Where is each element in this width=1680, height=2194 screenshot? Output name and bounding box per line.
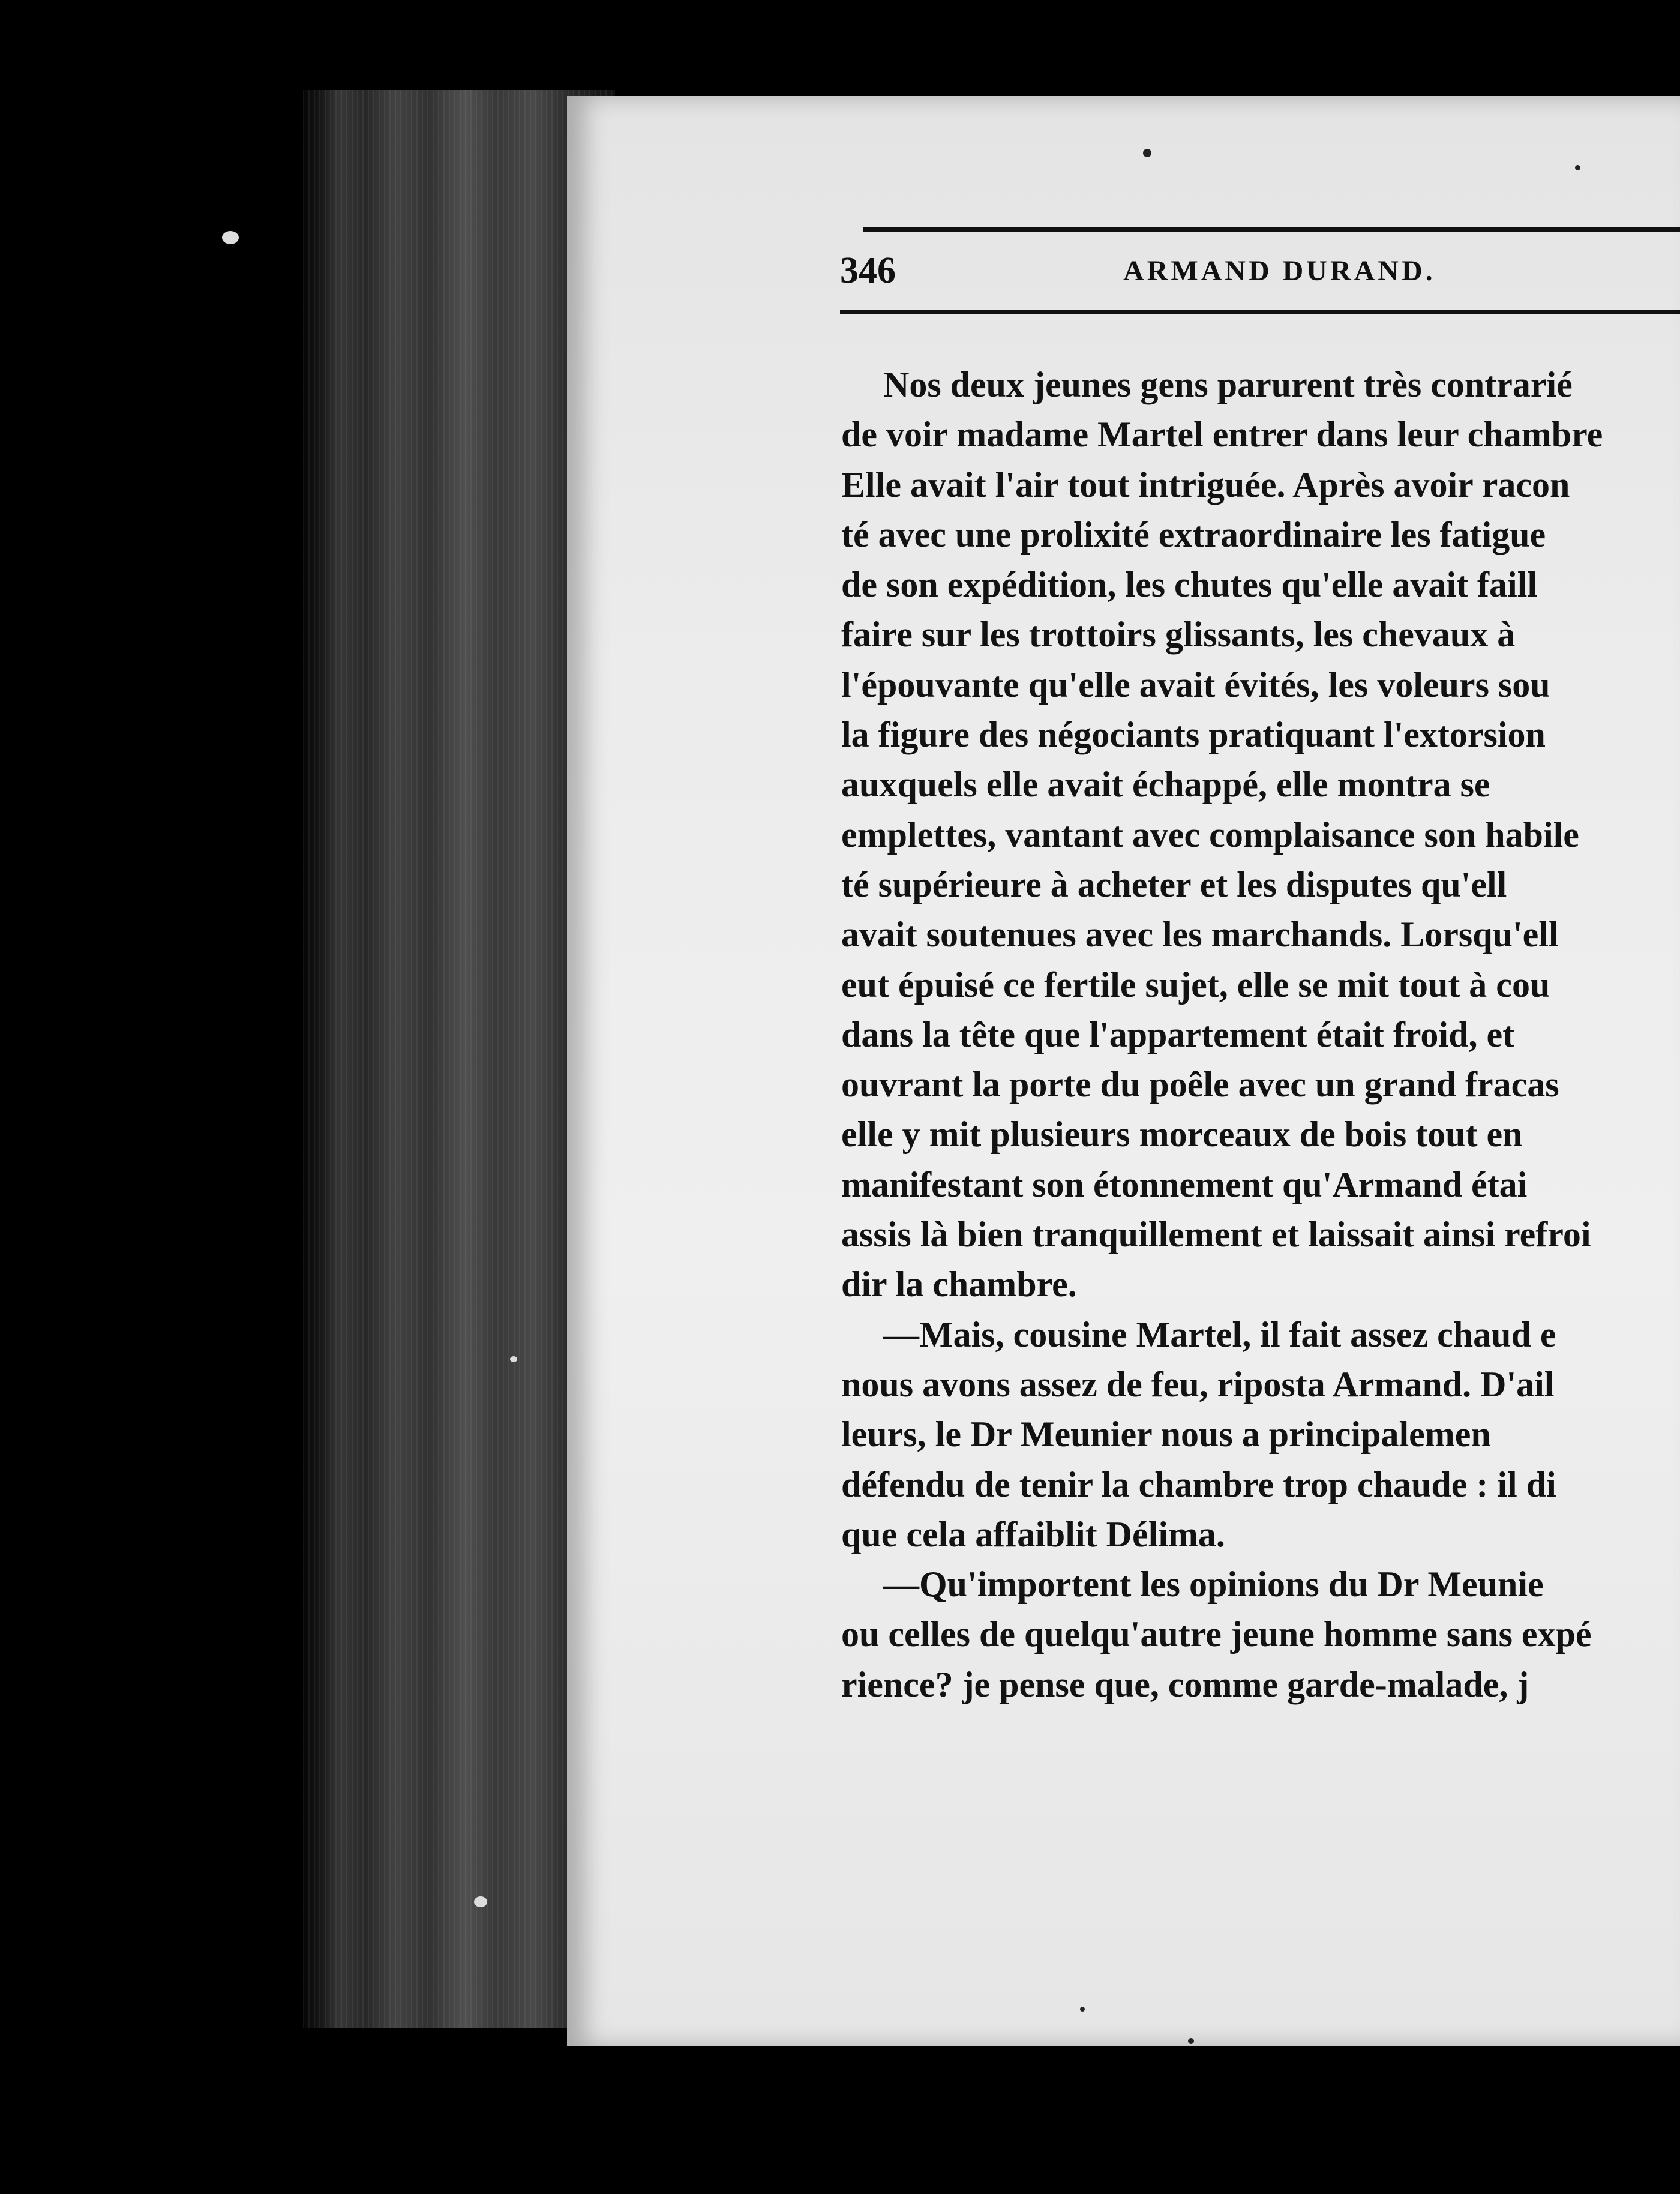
text-line: rience? je pense que, comme garde-malade, j: [841, 1664, 1529, 1704]
text-line: nous avons assez de feu, riposta Armand. D'ail: [841, 1364, 1555, 1404]
text-line: défendu de tenir la chambre trop chaude : il di: [841, 1464, 1556, 1504]
text-line: de son expédition, les chutes qu'elle avait faill: [841, 565, 1538, 605]
text-line: dans la tête que l'appartement était froid, et: [841, 1014, 1515, 1054]
text-line: emplettes, vantant avec complaisance son habile: [841, 814, 1579, 855]
text-line: faire sur les trottoirs glissants, les chevaux à: [841, 615, 1516, 655]
text-line: eut épuisé ce fertile sujet, elle se mit tout à cou: [841, 964, 1550, 1005]
text-line: avait soutenues avec les marchands. Lorsqu'ell: [841, 915, 1559, 955]
ink-speck: [1143, 149, 1151, 157]
dust-speck: [510, 1356, 517, 1362]
text-line: elle y mit plusieurs morceaux de bois tout en: [841, 1114, 1523, 1155]
text-line: té avec une prolixité extraordinaire les fatigue: [841, 514, 1546, 555]
text-line: que cela affaiblit Délima.: [841, 1514, 1225, 1554]
text-line: —Qu'importent les opinions du Dr Meunie: [883, 1564, 1544, 1605]
text-line: Nos deux jeunes gens parurent très contrarié: [883, 365, 1573, 404]
text-line: leurs, le Dr Meunier nous a principalemen: [841, 1414, 1491, 1455]
header-rule-bottom: [840, 310, 1680, 314]
text-line: Elle avait l'air tout intriguée. Après avoir racon: [841, 464, 1570, 505]
text-line: l'épouvante qu'elle avait évités, les voleurs sou: [841, 664, 1550, 705]
text-line: ouvrant la porte du poêle avec un grand fracas: [841, 1065, 1559, 1105]
ink-speck: [1575, 165, 1580, 170]
ink-speck: [1188, 2038, 1194, 2044]
text-line: manifestant son étonnement qu'Armand étai: [841, 1164, 1528, 1204]
dust-speck: [474, 1896, 487, 1907]
body-text: [841, 360, 1680, 1710]
text-line: —Mais, cousine Martel, il fait assez chaud e: [883, 1314, 1556, 1354]
text-line: té supérieure à acheter et les disputes qu'ell: [841, 864, 1507, 904]
running-head: ARMAND DURAND.: [1123, 255, 1436, 287]
header-rule-top: [863, 227, 1680, 232]
text-line: assis là bien tranquillement et laissait ainsi refroi: [841, 1215, 1591, 1255]
ink-speck: [1080, 2007, 1085, 2012]
text-line: dir la chambre.: [841, 1264, 1077, 1305]
text-line: ou celles de quelqu'autre jeune homme sans expé: [841, 1614, 1592, 1655]
text-line: de voir madame Martel entrer dans leur chambre: [841, 415, 1603, 455]
text-line: auxquels elle avait échappé, elle montra se: [841, 765, 1490, 805]
page-number: 346: [840, 250, 896, 291]
dust-speck: [222, 231, 239, 244]
text-line: la figure des négociants pratiquant l'extorsion: [841, 715, 1546, 755]
